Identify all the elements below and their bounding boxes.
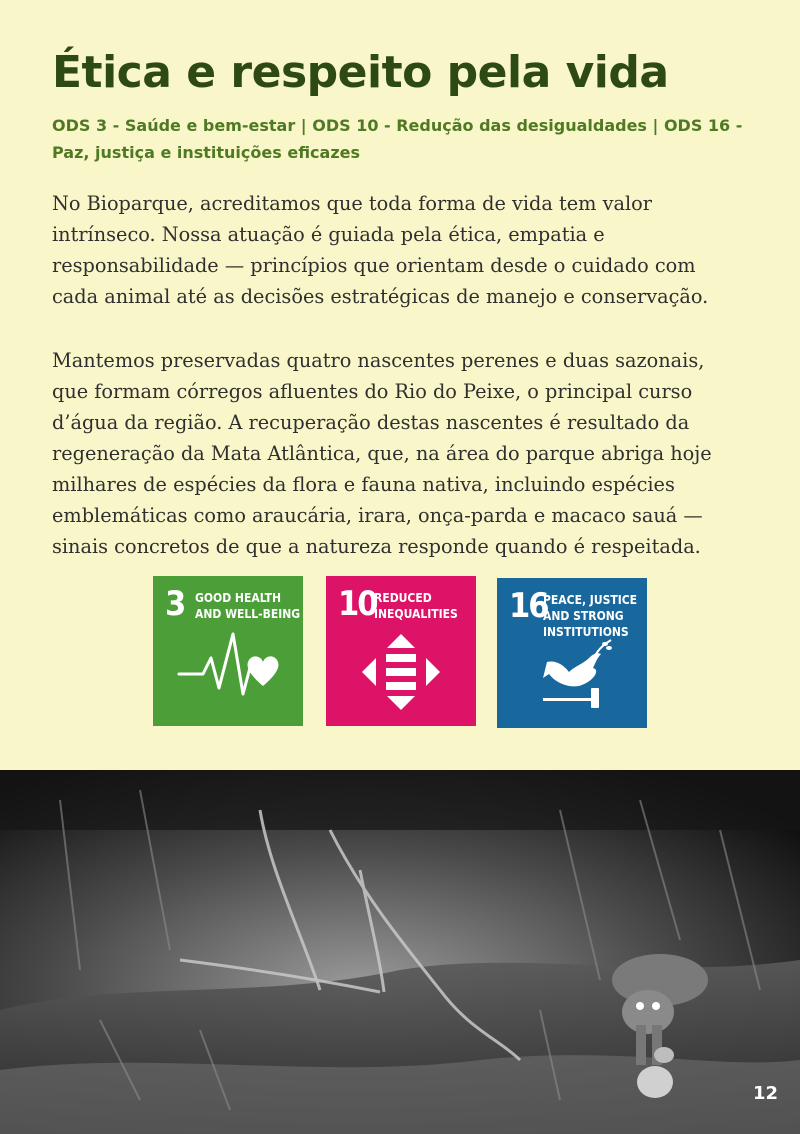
sdg-3-number: 3	[165, 584, 185, 624]
page-subtitle: ODS 3 - Saúde e bem-estar | ODS 10 - Redução das desigualdades | ODS 16 - Paz, justiça e instituições eficazes	[52, 116, 743, 162]
sdg-3-tile	[153, 576, 303, 726]
sdg-16-number: 16	[509, 586, 548, 626]
paragraph-2: Mantemos preservadas quatro nascentes perenes e duas sazonais, que formam córregos afluentes do Rio do Peixe, o principal curso d’água da região. A recuperação destas nascentes é resultado da regeneração da Mata Atlântica, que, na área do parque abriga hoje milhares de espécies da flora e fauna nativa, incluindo espécies emblemáticas como araucária, irara, onça-parda e macaco sauá — sinais concretos de que a natureza responde quando é respeitada.	[52, 349, 712, 558]
sdg-10-tile	[326, 576, 476, 726]
page-title: Ética e respeito pela vida	[52, 47, 669, 98]
dove-gavel-icon	[497, 578, 647, 728]
sdg-16-tile	[497, 578, 647, 728]
sdg-16-label: PEACE, JUSTICE AND STRONG INSTITUTIONS	[543, 593, 638, 639]
night-camera-trap-photo	[0, 770, 800, 1134]
sdg-10-number: 10	[338, 584, 377, 624]
page-number: 12	[752, 1083, 778, 1104]
heartbeat-icon	[153, 576, 303, 726]
sdg-10-label: REDUCED INEQUALITIES	[374, 591, 458, 621]
equality-arrows-icon	[326, 576, 476, 726]
sdg-3-label: GOOD HEALTH AND WELL-BEING	[195, 591, 301, 621]
paragraph-1: No Bioparque, acreditamos que toda forma de vida tem valor intrínseco. Nossa atuação é guiada pela ética, empatia e responsabilidade — princípios que orientam desde o cuidado com cada animal até as decisões estratégicas de manejo e conservação.	[52, 192, 709, 308]
